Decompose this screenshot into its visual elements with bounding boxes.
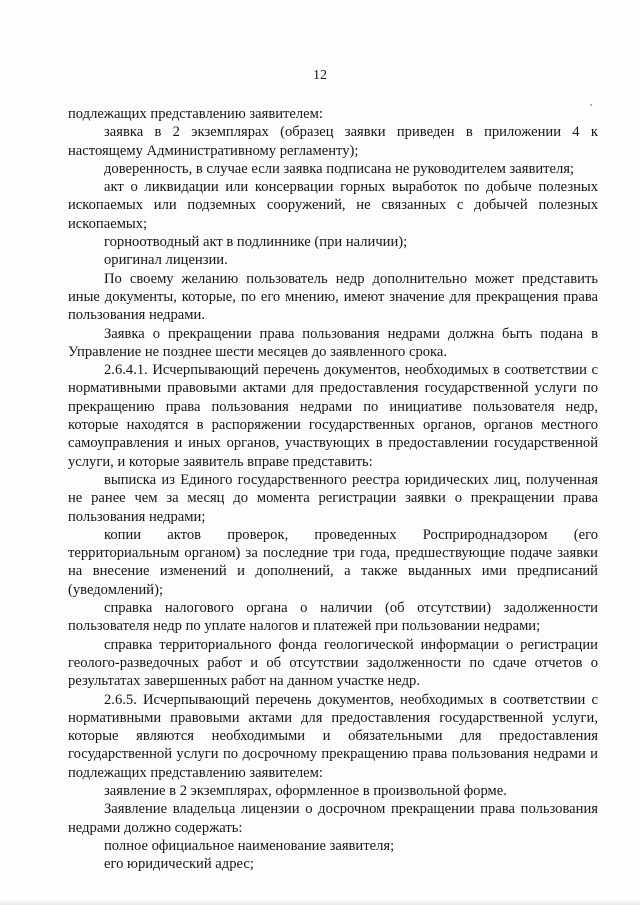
paragraph: полное официальное наименование заявителя;: [104, 837, 395, 854]
paragraph: По своему желанию пользователь недр дополнительно может представить иные документы, которые, по его мнению, имеют значение для прекращения права пользования недрами.: [68, 270, 598, 324]
paragraph: 2.6.4.1. Исчерпывающий перечень документов, необходимых в соответствии с нормативными правовыми актами для предоставления государственной услуги по прекращению права пользования недрами по инициативе пользователя недр, которые находятся в распоряжении государственных органов, органов местного самоуправления и иных органов, участвующих в предоставлении государственной услуги, и которые заявитель вправе представить:: [68, 362, 598, 470]
paragraph: оригинал лицензии.: [104, 252, 228, 269]
paragraph: Заявка о прекращении права пользования недрами должна быть подана в Управление не позднее шести месяцев до заявленного срока.: [68, 325, 598, 360]
paragraph: Заявление владельца лицензии о досрочном прекращении права пользования недрами должно содержать:: [68, 801, 598, 836]
page-number: 12: [313, 68, 327, 83]
paragraph: его юридический адрес;: [104, 856, 254, 873]
paragraph: заявление в 2 экземплярах, оформленное в произвольной форме.: [104, 782, 507, 799]
paragraph: акт о ликвидации или консервации горных выработок по добыче полезных ископаемых или подземных сооружений, не связанных с добычей полезных ископаемых;: [68, 179, 598, 232]
scan-bottom-edge: [0, 899, 640, 905]
paragraph: справка территориального фонда геологической информации о регистрации геолого-разведочных работ и об отсутствии задолженности по сдаче отчетов о результатах завершенных работ на данном участке недр.: [68, 636, 598, 690]
paragraph: подлежащих представлению заявителем:: [68, 106, 323, 122]
paragraph: заявка в 2 экземплярах (образец заявки приведен в приложении 4 к настоящему Административному регламенту);: [68, 124, 598, 159]
paragraph: горноотводный акт в подлиннике (при наличии);: [104, 234, 408, 251]
paragraph: доверенность, в случае если заявка подписана не руководителем заявителя;: [104, 160, 575, 177]
document-body: [68, 105, 598, 873]
paragraph: справка налогового органа о наличии (об отсутствии) задолженности пользователя недр по уплате налогов и платежей при пользовании недрами;: [68, 600, 598, 635]
paragraph: копии актов проверок, проведенных Росприроднадзором (его территориальным органом) за последние три года, предшествующие подаче заявки на внесение изменений и дополнений, а также выданных ими предписаний (уведомлений);: [68, 526, 598, 598]
paragraph: 2.6.5. Исчерпывающий перечень документов, необходимых в соответствии с нормативными правовыми актами для предоставления государственной услуги, которые являются необходимыми и обязательными для предоставления государственной услуги по досрочному прекращению права пользования недрами и подлежащих представлению заявителем:: [68, 691, 598, 781]
paragraph: выписка из Единого государственного реестра юридических лиц, полученная не ранее чем за месяц до момента регистрации заявки о прекращении права пользования недрами;: [68, 471, 598, 525]
